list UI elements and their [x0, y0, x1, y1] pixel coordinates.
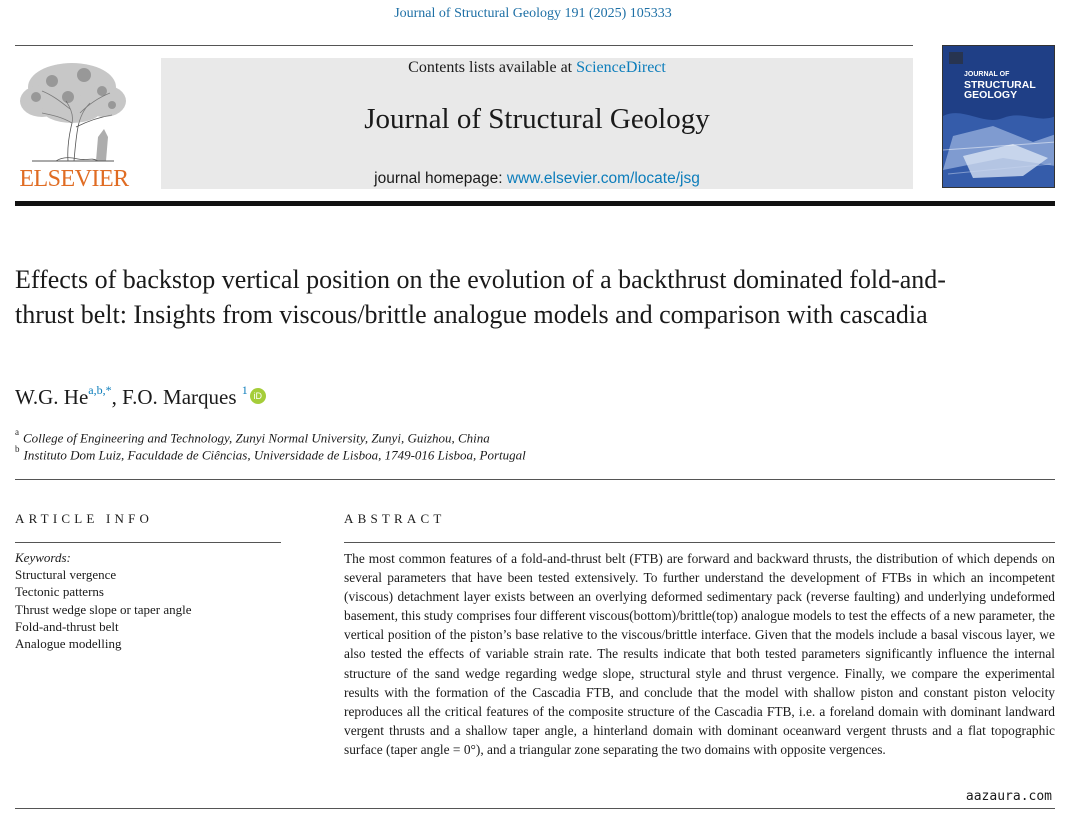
orcid-icon[interactable]: iD — [250, 388, 266, 404]
homepage-prefix: journal homepage: — [374, 170, 507, 187]
journal-masthead — [161, 58, 913, 189]
footer-divider — [15, 808, 1055, 809]
article-title: Effects of backstop vertical position on the evolution of a backthrust dominated fold-and-thrust belt: Insights from viscous/brittle analogue models and comparison with cascadia — [15, 265, 946, 329]
cover-title — [964, 70, 1052, 100]
affiliation-text: Instituto Dom Luiz, Faculdade de Ciências, Universidade de Lisboa, 1749-016 Lisboa, Portugal — [23, 447, 526, 463]
section-divider — [15, 479, 1055, 480]
cover-title-line3: GEOLOGY — [964, 89, 1018, 101]
journal-title: Journal of Structural Geology — [364, 103, 710, 135]
cover-title-line2: STRUCTURAL — [964, 79, 1036, 91]
journal-cover-image[interactable] — [942, 45, 1055, 188]
contents-line — [161, 59, 913, 77]
abstract-rule — [344, 542, 1055, 543]
keywords-label: Keywords: — [15, 550, 71, 565]
author-list — [15, 385, 266, 410]
sciencedirect-link[interactable]: ScienceDirect — [576, 59, 666, 76]
cover-artwork — [943, 46, 1055, 188]
keyword-item: Thrust wedge slope or taper angle — [15, 601, 192, 617]
affiliation-mark: a — [15, 427, 19, 437]
watermark: aazaura.com — [962, 788, 1056, 805]
author-affiliation-marks[interactable]: a,b,* — [88, 383, 112, 397]
elsevier-wordmark[interactable]: ELSEVIER — [19, 166, 129, 192]
affiliation — [15, 446, 526, 463]
author-name[interactable]: F.O. Marques — [122, 385, 237, 409]
abstract-text: The most common features of a fold-and-thrust belt (FTB) are forward and backward thrusts, the distribution of which depends on several parameters that have been tested extensively. To further understand the development of FTBs in which an incompetent (viscous) detachment layer exists between an overlying deformed sedimentary pack (reverse faulting) and underlying undeformed basement, this study comprises four different viscous(bottom)/brittle(top) analogue models to test the effects of a new parameter, the vertical position of the piston’s base relative to the viscous/brittle interface. Given that the models include a basal viscous layer, we also tested the effects of variable strain rate. The results indicate that both tested parameters significantly influence the internal structure of the sand wedge regarding wedge slope, structural style and thrust vergence. Finally, we compare the experimental results with the formation of the Cascadia FTB, and conclude that the model with shallow piston and constant piston velocity reproduces all the critical features of the composite structure of the Cascadia FTB, i.e. a foreland domain with dominant landward vergent thrusts and a shallow taper angle, a hinterland domain with dominant oceanward vergent thrusts and a flat topographic surface (taper angle = 0°), and a triangular zone separating the two domains with opposite vergences. — [344, 551, 1055, 757]
keyword-item: Tectonic patterns — [15, 584, 104, 600]
author-name[interactable]: W.G. He — [15, 385, 89, 409]
keyword-item: Analogue modelling — [15, 636, 122, 652]
homepage-line — [161, 170, 913, 188]
keywords-block — [15, 549, 192, 652]
keyword-item: Fold-and-thrust belt — [15, 618, 119, 634]
cover-title-line1: JOURNAL OF — [964, 71, 1010, 78]
affiliation-mark: b — [15, 444, 20, 454]
article-info-rule — [15, 542, 281, 543]
header-divider — [15, 45, 913, 46]
journal-citation: Journal of Structural Geology 191 (2025) 105333 — [394, 6, 672, 21]
abstract-heading: ABSTRACT — [344, 511, 446, 526]
author-affiliation-marks[interactable]: 1 — [241, 383, 248, 397]
masthead-bottom-rule — [15, 201, 1055, 206]
article-info-heading: ARTICLE INFO — [15, 511, 154, 526]
affiliation-text: College of Engineering and Technology, Zunyi Normal University, Zunyi, Guizhou, China — [23, 430, 490, 446]
affiliation — [15, 429, 490, 446]
author-separator: , — [111, 385, 123, 409]
journal-homepage-link[interactable]: www.elsevier.com/locate/jsg — [506, 170, 700, 187]
contents-prefix: Contents lists available at — [408, 59, 577, 76]
keyword-item: Structural vergence — [15, 567, 117, 583]
